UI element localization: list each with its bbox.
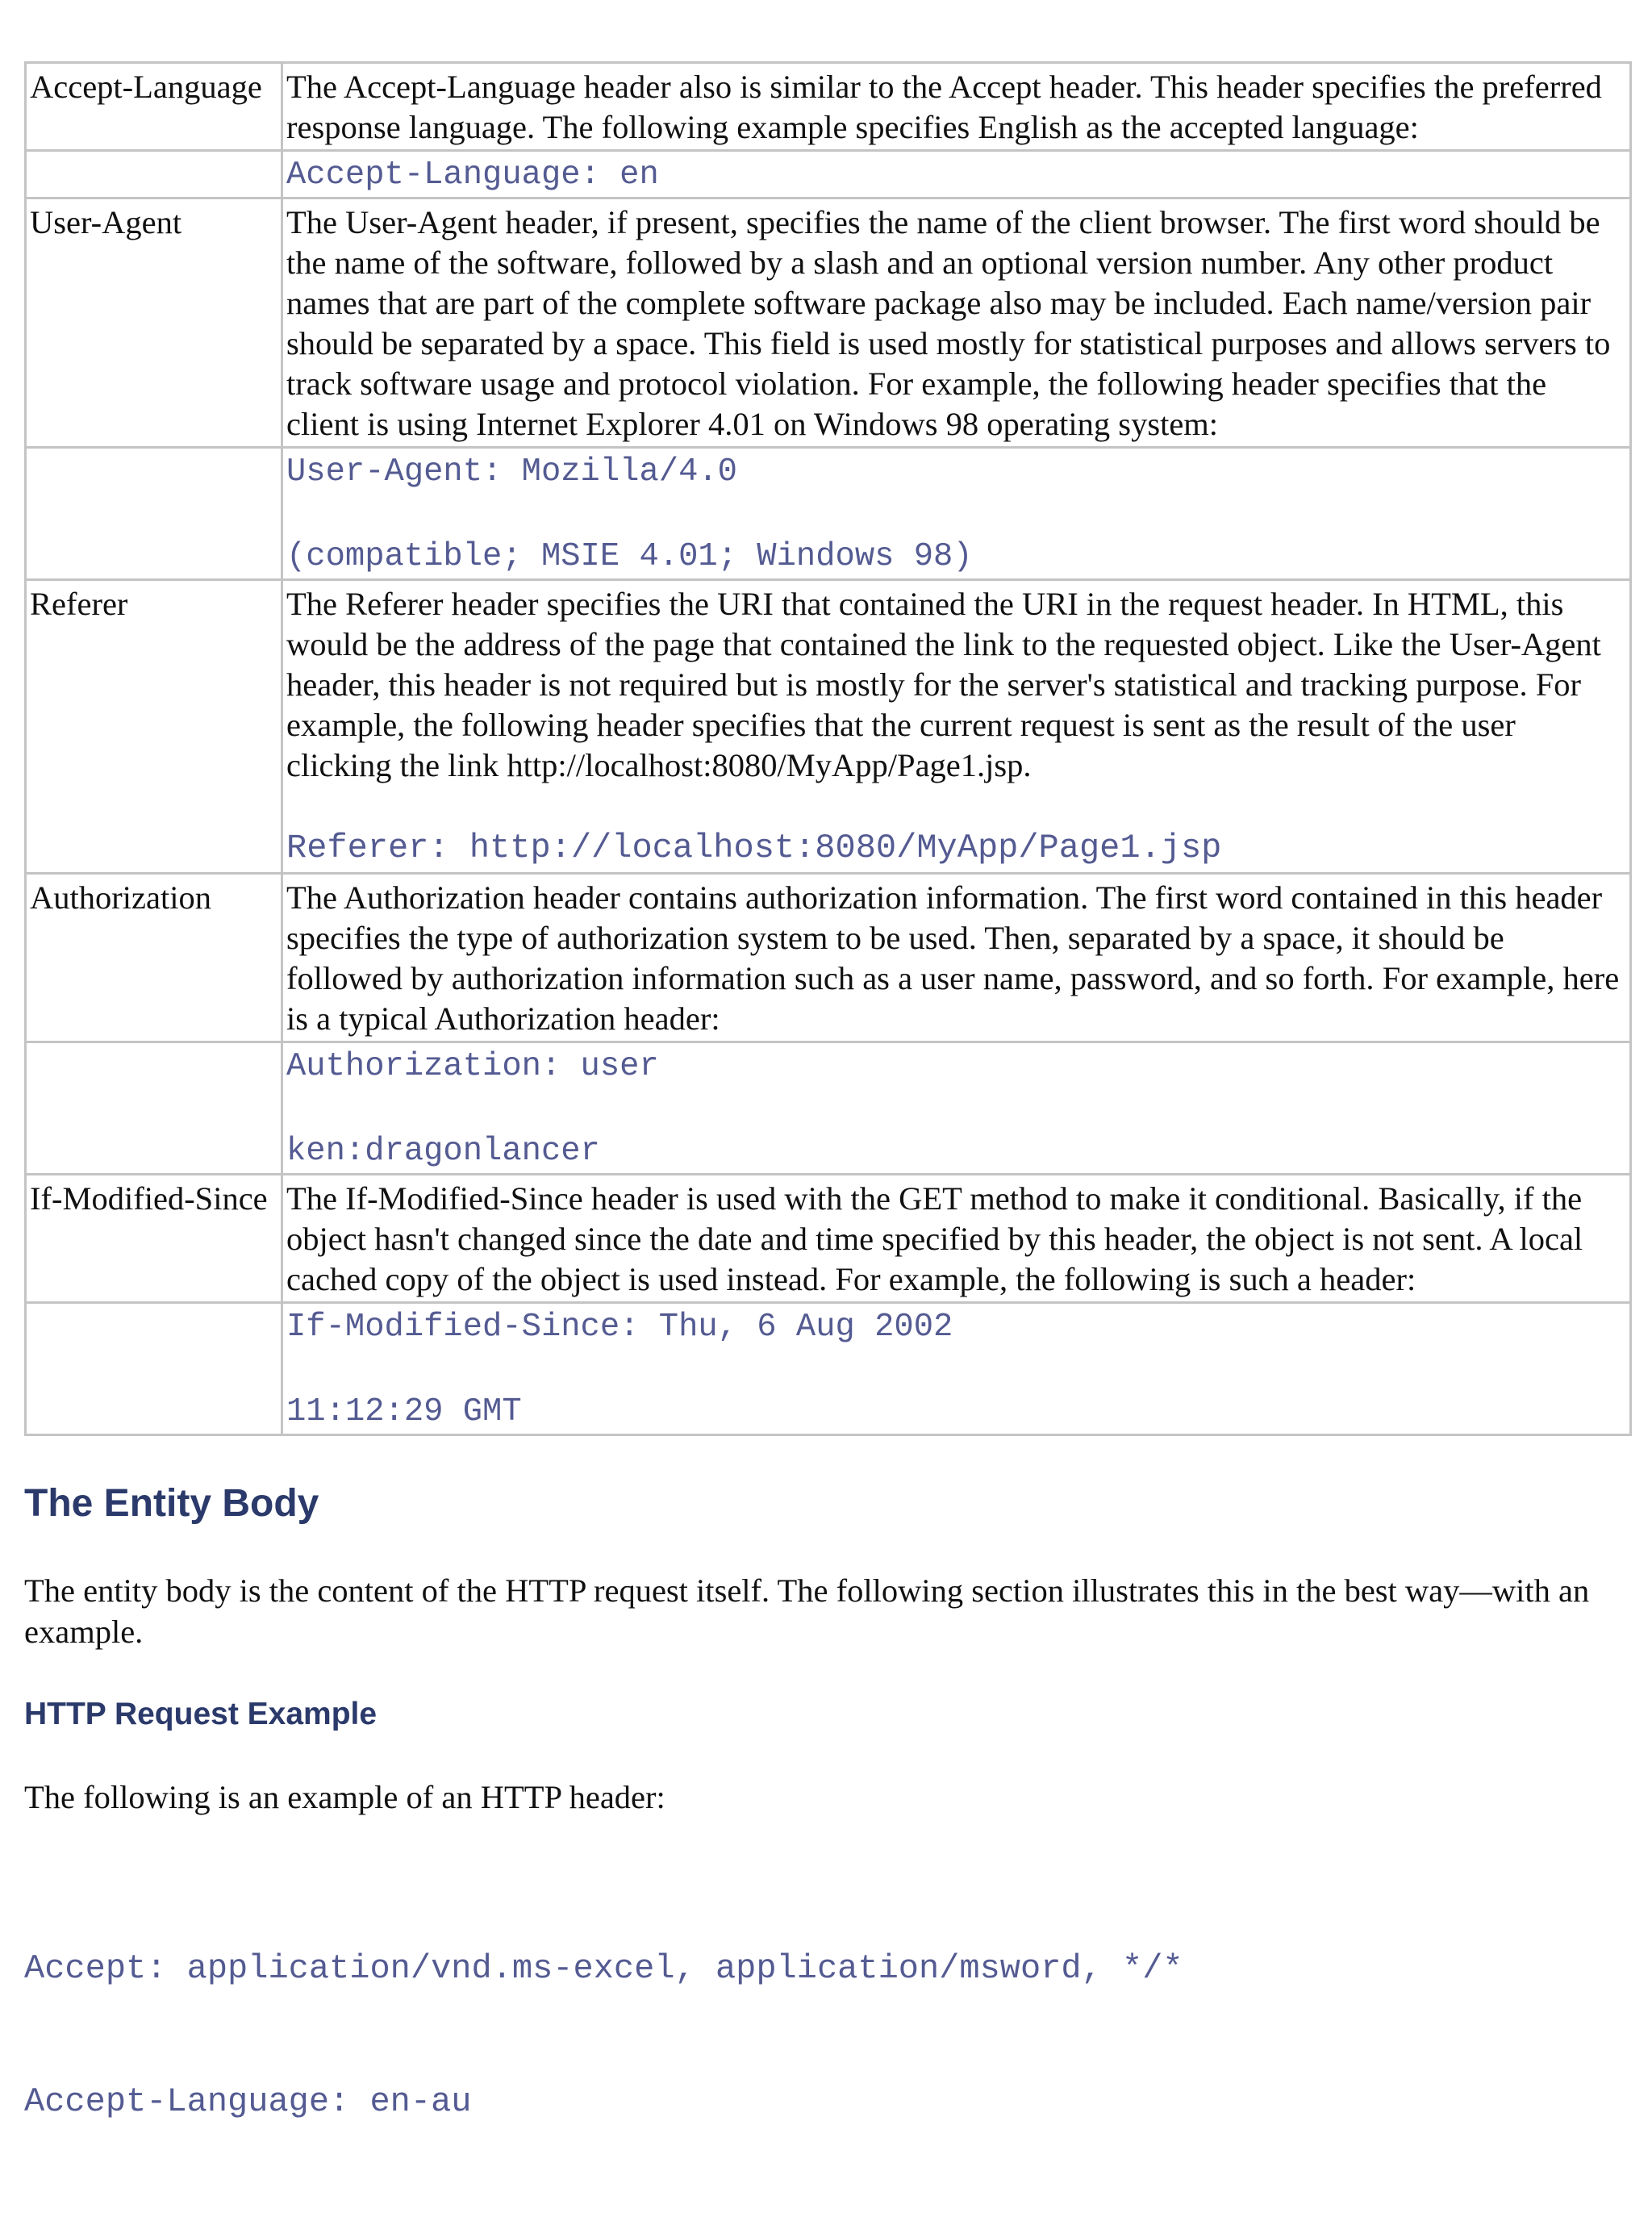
body-paragraph: The entity body is the content of the HTTP request itself. The following section illustrates this in the best way—with an example.: [24, 1572, 1590, 1650]
table-row: [26, 198, 1631, 448]
header-example-cell: [282, 448, 1631, 580]
header-name-cell: If-Modified-Since: [26, 1175, 282, 1303]
header-example-cell: [282, 1042, 1631, 1175]
table-row: [26, 448, 1631, 580]
header-name-cell: Accept-Language: [26, 63, 282, 151]
table-row: [26, 1303, 1631, 1435]
table-row: [26, 1175, 1631, 1303]
header-description-cell: The Authorization header contains authorization information. The first word contained in this header specifies the type of authorization system to be used. Then, separated by a space, it should be followed by authorization information such as a user name, password, and so forth. For example, here is a typical Authorization header:: [282, 874, 1631, 1042]
code-line: Accept-Language: en-au: [24, 2082, 472, 2121]
empty-cell: [26, 1303, 282, 1435]
empty-cell: [26, 448, 282, 580]
inline-code-example: Referer: http://localhost:8080/MyApp/Page1.jsp: [286, 829, 1222, 867]
header-description-cell: [282, 580, 1631, 874]
code-line: Accept-Language: en: [286, 157, 659, 194]
header-example-cell: [282, 1303, 1631, 1435]
code-line: If-Modified-Since: Thu, 6 Aug 2002: [286, 1309, 953, 1346]
empty-cell: [26, 1042, 282, 1175]
header-description-text: The Referer header specifies the URI that contained the URI in the request header. In HTML, this would be the address of the page that contained the link to the requested object. Like the User-Agent header, this header is not required but is mostly for the server's statistical and tracking purpose. For example, the following header specifies that the current request is sent as the result of the user clicking the link http://localhost:8080/MyApp/Page1.jsp.: [286, 586, 1601, 783]
header-description-cell: The Accept-Language header also is similar to the Accept header. This header specifies the preferred response language. The following example specifies English as the accepted language:: [282, 63, 1631, 151]
http-header-table: [24, 61, 1632, 1436]
table-row: [26, 1042, 1631, 1175]
header-name-cell: User-Agent: [26, 198, 282, 448]
code-line: ken:dragonlancer: [286, 1133, 600, 1170]
table-row: [26, 63, 1631, 151]
body-paragraph: The following is an example of an HTTP header:: [24, 1779, 665, 1815]
code-line: Authorization: user: [286, 1048, 659, 1085]
table-row: [26, 580, 1631, 874]
header-name-cell: Referer: [26, 580, 282, 874]
document-page: [24, 61, 1629, 2213]
code-line: Accept: application/vnd.ms-excel, application/msword, */*: [24, 1949, 1183, 1988]
header-name-cell: Authorization: [26, 874, 282, 1042]
code-line: (compatible; MSIE 4.01; Windows 98): [286, 538, 973, 575]
code-sample: [24, 1858, 1629, 2213]
header-description-cell: The If-Modified-Since header is used with the GET method to make it conditional. Basically, if the object hasn't changed since the date and time specified by this header, the object is not sent. A local cached copy of the object is used instead. For example, the following is such a header:: [282, 1175, 1631, 1303]
empty-cell: [26, 151, 282, 198]
code-line: 11:12:29 GMT: [286, 1393, 522, 1430]
table-row: [26, 874, 1631, 1042]
section-heading: The Entity Body: [24, 1482, 319, 1525]
table-row: [26, 151, 1631, 198]
code-line: User-Agent: Mozilla/4.0: [286, 453, 737, 491]
header-description-cell: The User-Agent header, if present, specifies the name of the client browser. The first word should be the name of the software, followed by a slash and an optional version number. Any other product names that are part of the complete software package also may be included. Each name/version pair should be separated by a space. This field is used mostly for statistical purposes and allows servers to track software usage and protocol violation. For example, the following header specifies that the client is using Internet Explorer 4.01 on Windows 98 operating system:: [282, 198, 1631, 448]
subsection-heading: HTTP Request Example: [24, 1697, 378, 1731]
header-example-cell: [282, 151, 1631, 198]
